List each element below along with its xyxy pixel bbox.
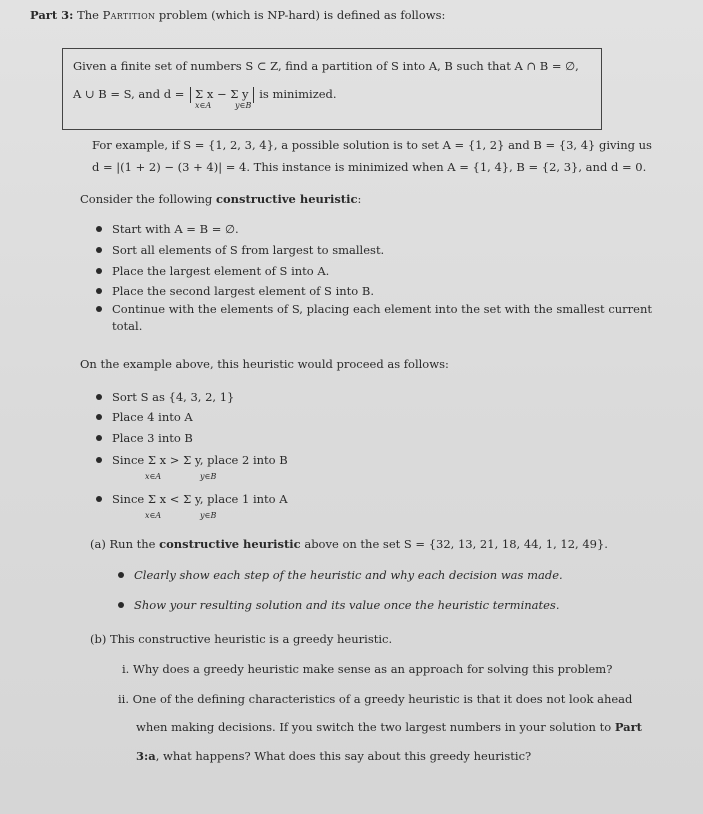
- bullet-dot: [96, 306, 102, 312]
- bullet-dot: [96, 226, 102, 232]
- question-b-item: [118, 692, 632, 708]
- bullet-dot: [118, 602, 124, 608]
- bullet-dot: [96, 414, 102, 420]
- question-b-continuation: [136, 720, 642, 736]
- definition-line-2-start: A ∪ B = S, and d =: [73, 87, 185, 101]
- continuation-text: , what happens? What does this say about this greedy heuristic?: [155, 749, 532, 763]
- question-a-bullet-text: Show your resulting solution and its value once the heuristic terminates.: [134, 598, 560, 612]
- sub-x-in-a: x∈A: [195, 101, 212, 110]
- example-step-text: Place 3 into B: [112, 431, 193, 445]
- question-b-item-text: One of the defining characteristics of a greedy heuristic is that it does not look ahead: [132, 692, 633, 706]
- heuristic-step: [96, 302, 652, 318]
- bullet-dot: [96, 268, 102, 274]
- heuristic-step: [96, 284, 374, 300]
- question-b-text: This constructive heuristic is a greedy heuristic.: [106, 632, 393, 646]
- example-step: [96, 410, 193, 426]
- heading-text-rest: problem (which is NP-hard) is defined as follows:: [155, 8, 446, 22]
- example-intro: On the example above, this heuristic would proceed as follows:: [80, 357, 449, 371]
- since-step: [96, 453, 288, 469]
- question-a-bold: constructive heuristic: [159, 537, 301, 551]
- sub-y-in-b: y∈B: [235, 101, 252, 110]
- consider-colon: :: [357, 192, 362, 206]
- example-line-1: For example, if S = {1, 2, 3, 4}, a possible solution is to set A = {1, 2} and B = {3, 4} giving us: [92, 138, 652, 152]
- example-step-text: Sort S as {4, 3, 2, 1}: [112, 390, 235, 404]
- since-sub-x: x∈A: [145, 472, 162, 481]
- bullet-dot: [96, 435, 102, 441]
- part-heading: [30, 8, 445, 24]
- since-suffix: place 2 into B: [207, 453, 288, 467]
- question-b: [90, 632, 392, 648]
- question-a: [90, 537, 608, 553]
- bullet-dot: [96, 247, 102, 253]
- question-a-text: Run the: [105, 537, 160, 551]
- since-suffix: place 1 into A: [207, 492, 288, 506]
- bullet-dot: [96, 496, 102, 502]
- example-step-text: Place 4 into A: [112, 410, 193, 424]
- since-sub-y: y∈B: [200, 472, 217, 481]
- example-step: [96, 431, 193, 447]
- sum-expression-text: Σ x − Σ y: [195, 87, 249, 101]
- definition-line-2-end: is minimized.: [259, 87, 337, 101]
- definition-box: [62, 48, 602, 130]
- heuristic-step-text: Place the second largest element of S into B.: [112, 284, 374, 298]
- question-b-label: (b): [90, 632, 107, 646]
- question-b-item-text: Why does a greedy heuristic make sense as an approach for solving this problem?: [133, 662, 613, 676]
- since-sub-x: x∈A: [145, 511, 162, 520]
- heuristic-step-text: Sort all elements of S from largest to smallest.: [112, 243, 385, 257]
- question-b-item-number: i.: [122, 662, 130, 676]
- question-a-bullet: [118, 598, 560, 614]
- since-prefix: Since: [112, 453, 145, 467]
- consider-text: Consider the following: [80, 192, 216, 206]
- since-sub-y: y∈B: [200, 511, 217, 520]
- example-step: [96, 390, 234, 406]
- continuation-text: when making decisions. If you switch the two largest numbers in your solution to: [136, 720, 615, 734]
- bullet-dot: [96, 288, 102, 294]
- heuristic-step-continuation: total.: [112, 319, 143, 333]
- example-line-2: d = |(1 + 2) − (3 + 4)| = 4. This instance is minimized when A = {1, 4}, B = {2, 3}, and d = 0.: [92, 160, 647, 174]
- bullet-dot: [96, 457, 102, 463]
- question-b-item-number: ii.: [118, 692, 130, 706]
- partition-name: Partition: [102, 8, 156, 22]
- question-b-continuation: [136, 749, 531, 765]
- question-b-item: [122, 662, 612, 678]
- question-a-bullet-text: Clearly show each step of the heuristic and why each decision was made.: [134, 568, 563, 582]
- heuristic-step-text: Start with A = B = ∅.: [112, 222, 239, 236]
- continuation-bold: 3:a: [136, 749, 156, 763]
- heuristic-step-text: Continue with the elements of S, placing each element into the set with the smallest current: [112, 302, 653, 316]
- bullet-dot: [118, 572, 124, 578]
- since-prefix: Since: [112, 492, 145, 506]
- question-a-bullet: [118, 568, 563, 584]
- heuristic-step: [96, 222, 239, 238]
- question-a-text-rest: above on the set S = {32, 13, 21, 18, 44, 1, 12, 49}.: [300, 537, 608, 551]
- question-a-label: (a): [90, 537, 106, 551]
- consider-bold: constructive heuristic: [215, 192, 358, 206]
- sum-difference-expression: [190, 87, 254, 110]
- bullet-dot: [96, 394, 102, 400]
- part-label: Part 3:: [30, 8, 74, 22]
- heuristic-step: [96, 243, 384, 259]
- since-expression: Σ x < Σ y,: [147, 492, 204, 506]
- since-step: [96, 492, 288, 508]
- heuristic-step-text: Place the largest element of S into A.: [112, 264, 330, 278]
- definition-line-2: [73, 87, 337, 110]
- continuation-bold: Part: [614, 720, 642, 734]
- heuristic-step: [96, 264, 329, 280]
- consider-line: [80, 192, 361, 208]
- definition-line-1: Given a finite set of numbers S ⊂ Z, find a partition of S into A, B such that A ∩ B = ∅,: [73, 59, 579, 73]
- heading-text: The: [73, 8, 103, 22]
- since-expression: Σ x > Σ y,: [147, 453, 204, 467]
